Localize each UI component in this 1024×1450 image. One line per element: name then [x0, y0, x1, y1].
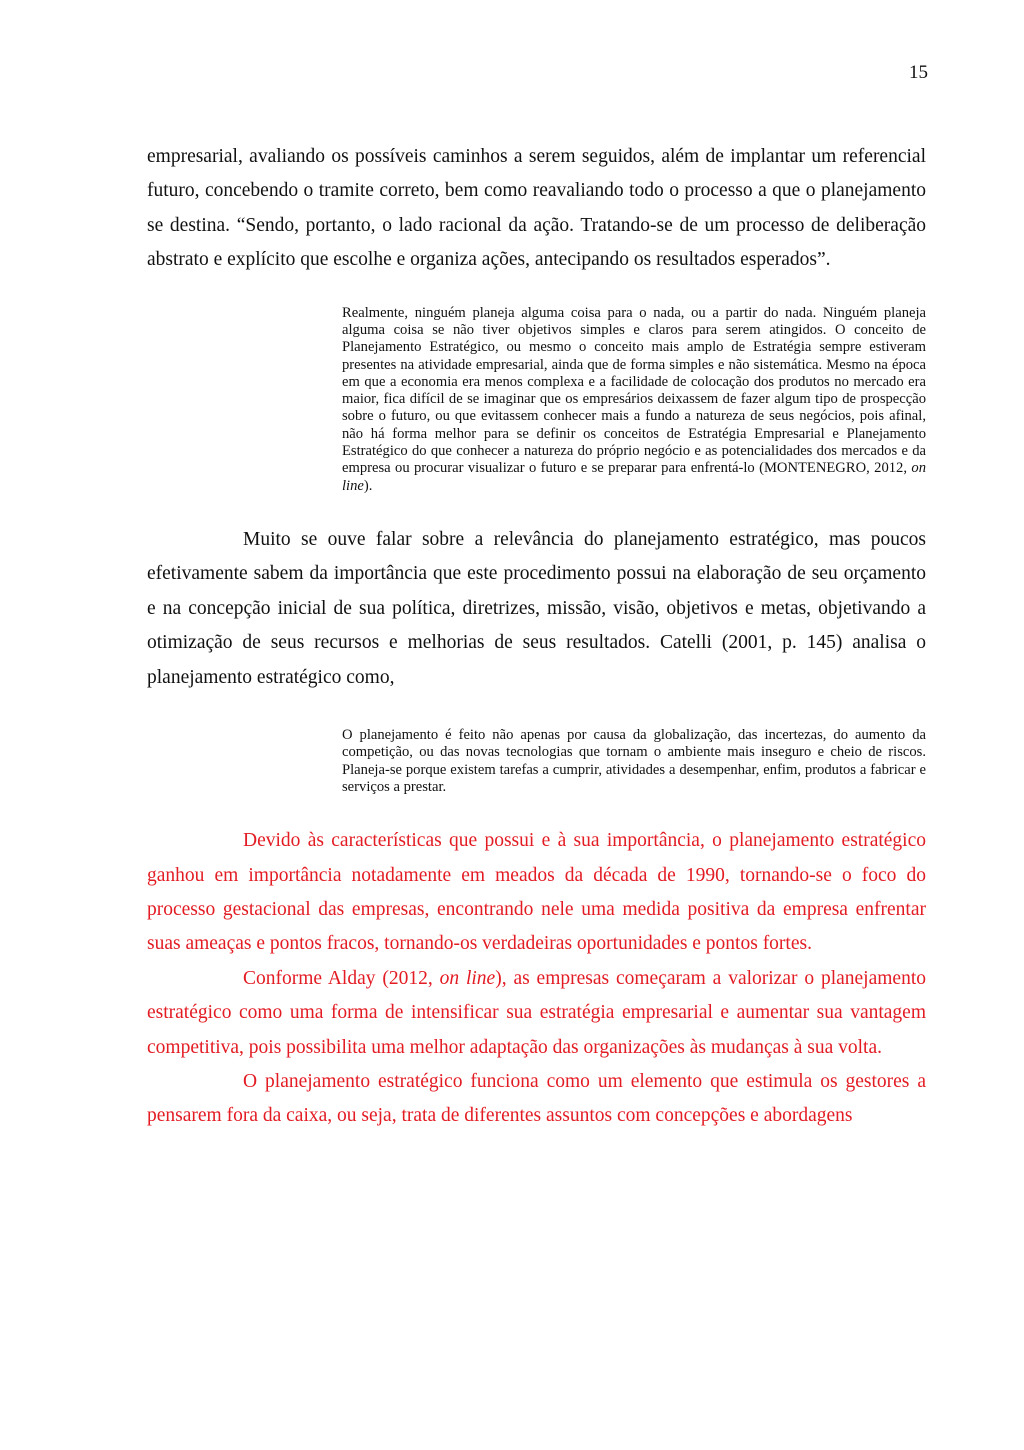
paragraph-importance: Devido às características que possui e à sua importância, o planejamento estratégico ganhou em importância notadamente em meados da década de 1990, tornando-se o foco do processo gestacional das empresas, encontrando nele uma medida positiva da empresa enfrentar suas ameaças e pontos fracos, tornando-os verdadeiras oportunidades e pontos fortes.	[147, 830, 926, 955]
paragraph-alday-start: Conforme Alday (2012,	[243, 967, 440, 989]
paragraph-alday	[147, 962, 926, 1065]
block-quote-end: ).	[363, 477, 373, 494]
block-quote-italic: on line	[342, 460, 926, 494]
paragraph-alday-end: ), as empresas começaram a valorizar o planejamento estratégico como uma forma de intensificar sua estratégia empresarial e aumentar sua vantagem competitiva, pois possibilita uma melhor adaptação das organizações às mudanças à sua volta.	[147, 967, 926, 1058]
block-quote-text: Realmente, ninguém planeja alguma coisa para o nada, ou a partir do nada. Ninguém planeja alguma coisa se não tiver objetivos simples e claros para serem atingidos. O conceito de Planejamento Estratégico, ou mesmo o conceito mais amplo de Estratégia sempre estiveram presentes na atividade empresarial, ainda que de forma simples e não sistemática. Mesmo na época em que a economia era menos complexa e a facilidade de colocação dos produtos no mercado era maior, fica difícil de se imaginar que os empresários deixassem de fazer algum tipo de prospecção sobre o futuro, ou que evitassem conhecer mais a fundo a natureza de seus negócios, pois afinal, não há forma melhor para se definir os conceitos de Estratégia Empresarial e Planejamento Estratégico do que conhecer a natureza do próprio negócio e as potencialidades dos mercados e da empresa ou procurar visualizar o futuro e se preparar para enfrentá-lo (MONTENEGRO, 2012,	[342, 304, 926, 477]
paragraph-alday-italic: on line	[439, 967, 496, 989]
block-quote-montenegro	[342, 305, 926, 495]
page-number: 15	[909, 62, 928, 83]
paragraph-relevance: Muito se ouve falar sobre a relevância do planejamento estratégico, mas poucos efetivamente sabem da importância que este procedimento possui na elaboração de seu orçamento e na concepção inicial de sua política, diretrizes, missão, visão, objetivos e metas, objetivando a otimização de seus recursos e melhorias de seus resultados. Catelli (2001, p. 145) analisa o planejamento estratégico como,	[147, 528, 926, 688]
paragraph-think-outside: O planejamento estratégico funciona como um elemento que estimula os gestores a pensarem fora da caixa, ou seja, trata de diferentes assuntos com concepções e abordagens	[147, 1070, 926, 1127]
block-quote-catelli: O planejamento é feito não apenas por causa da globalização, das incertezas, do aumento da competição, ou das novas tecnologias que tornam o ambiente mais inseguro e cheio de riscos. Planeja-se porque existem tarefas a cumprir, atividades a desempenhar, enfim, produtos a fabricar e serviços a prestar.	[342, 726, 926, 795]
page-body	[147, 140, 926, 1134]
paragraph-continuation: empresarial, avaliando os possíveis caminhos a serem seguidos, além de implantar um referencial futuro, concebendo o tramite correto, bem como reavaliando todo o processo a que o planejamento se destina. “Sendo, portanto, o lado racional da ação. Tratando-se de um processo de deliberação abstrato e explícito que escolhe e organiza ações, antecipando os resultados esperados”.	[147, 146, 926, 271]
